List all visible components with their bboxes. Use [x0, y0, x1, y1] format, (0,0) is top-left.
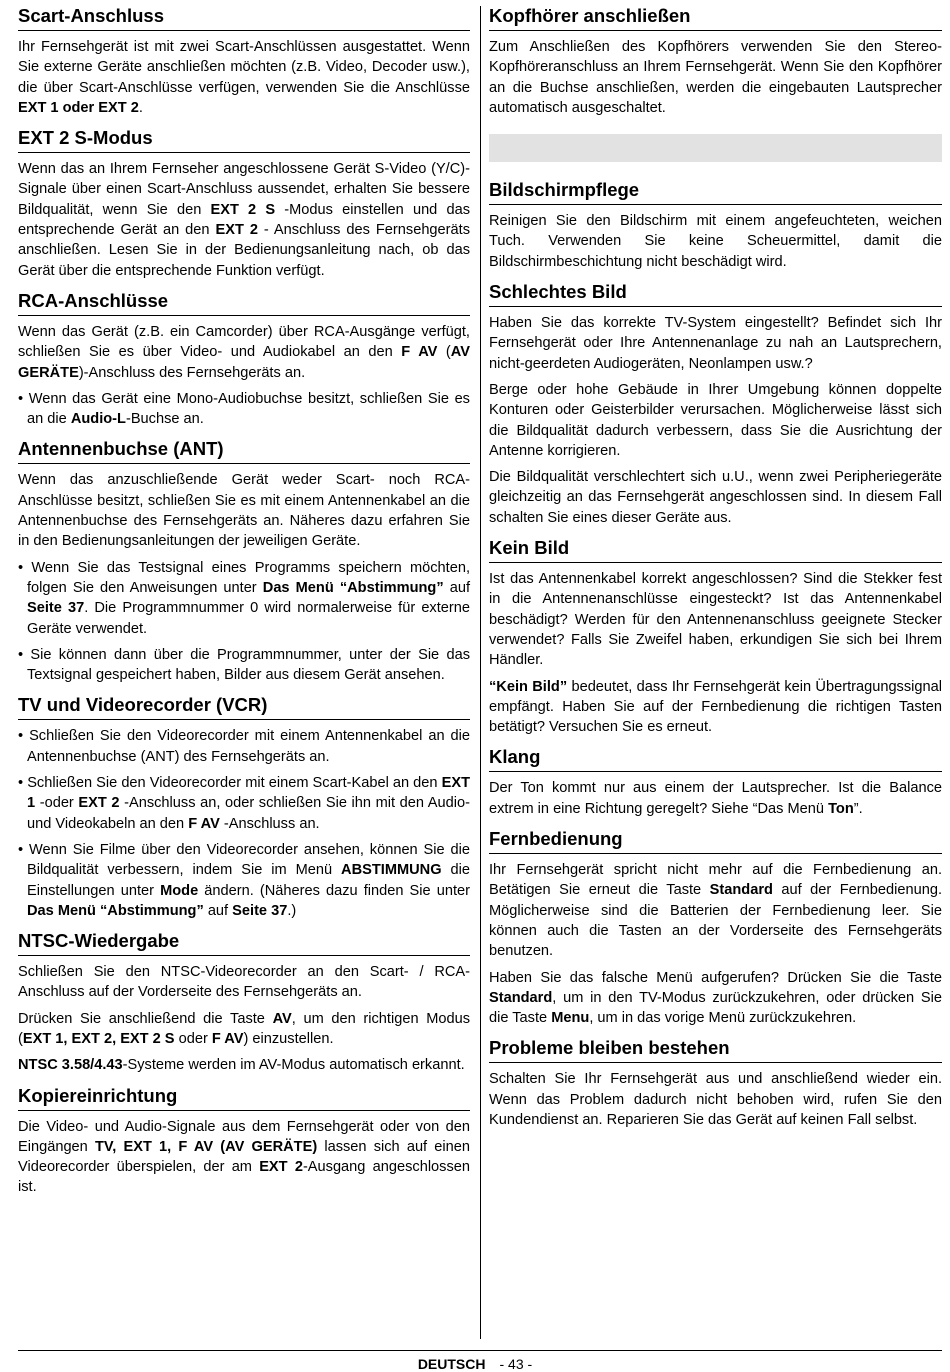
section-ntsc-wiedergabe: [18, 929, 470, 1075]
paragraph: Berge oder hohe Gebäude in Ihrer Umgebung können doppelte Konturen oder Geisterbilder verursachen. Möglicherweise lässt sich die Bildqualität dadurch verbessern, dass Sie die Ausrichtung der Antenne korrigieren.: [489, 381, 942, 459]
paragraph: Die Video- und Audio-Signale aus dem Fernsehgerät oder von den Eingängen TV, EXT 1, F AV (AV GERÄTE) lassen sich auf einen Videorecorder überspielen, der am EXT 2-Ausgang angeschlossen ist.: [18, 1118, 470, 1196]
section-heading: Kopfhörer anschließen: [489, 4, 942, 31]
section-rca-anschluesse: [18, 289, 470, 429]
section-heading: Klang: [489, 745, 942, 772]
section-heading: Probleme bleiben bestehen: [489, 1036, 942, 1063]
section-kopfhoerer-anschliessen: [489, 4, 942, 118]
section-scart-anschluss: [18, 4, 470, 118]
section-heading: Kein Bild: [489, 536, 942, 563]
paragraph: Schließen Sie den NTSC-Videorecorder an den Scart- / RCA-Anschluss auf der Vorderseite des Fernsehgeräts an.: [18, 964, 470, 1001]
left-column: [18, 4, 470, 1206]
section-heading: RCA-Anschlüsse: [18, 289, 470, 316]
right-column-top: [489, 4, 942, 118]
section-heading: Antennenbuchse (ANT): [18, 437, 470, 464]
section-heading: NTSC-Wiedergabe: [18, 929, 470, 956]
bullet-item: • Wenn das Gerät eine Mono-Audiobuchse besitzt, schließen Sie es an die Audio-L-Buchse an.: [18, 389, 470, 430]
section-kein-bild: [489, 536, 942, 737]
paragraph: Ihr Fernsehgerät spricht nicht mehr auf die Fernbedienung an. Betätigen Sie erneut die Taste Standard auf der Fernbedienung. Möglicherweise sind die Batterien der Fernbedienung leer. Sie können auch die Tasten an der Vorderseite des Fernsehgeräts benutzen.: [489, 862, 942, 960]
section-heading: EXT 2 S-Modus: [18, 126, 470, 153]
footer-page-number: - 43 -: [499, 1356, 533, 1372]
section-heading: Bildschirmpflege: [489, 178, 942, 205]
section-ext-2-s-modus: [18, 126, 470, 281]
section-tv-und-videorecorder-vcr: [18, 693, 470, 921]
paragraph: Der Ton kommt nur aus einem der Lautsprecher. Ist die Balance extrem in eine Richtung geregelt? Siehe “Das Menü Ton”.: [489, 780, 942, 817]
grey-banner: [489, 134, 942, 162]
paragraph: Drücken Sie anschließend die Taste AV, um den richtigen Modus (EXT 1, EXT 2, EXT 2 S oder F AV) einzustellen.: [18, 1010, 471, 1047]
paragraph: Haben Sie das falsche Menü aufgerufen? Drücken Sie die Taste Standard, um in den TV-Modus zurückzukehren, oder drücken Sie die Taste Menu, um in das vorige Menü zurückzukehren.: [489, 969, 942, 1027]
section-fernbedienung: [489, 827, 942, 1028]
paragraph: Wenn das Gerät (z.B. ein Camcorder) über RCA-Ausgänge verfügt, schließen Sie es über Video- und Audiokabel an den F AV (AV GERÄTE)-Anschluss des Fernsehgeräts an.: [18, 323, 470, 381]
section-kopiereinrichtung: [18, 1084, 470, 1198]
section-schlechtes-bild: [489, 280, 942, 528]
section-heading: TV und Videorecorder (VCR): [18, 693, 470, 720]
paragraph: Zum Anschließen des Kopfhörers verwenden Sie den Stereo-Kopfhöreranschluss an Ihrem Fernsehgerät. Wenn Sie den Kopfhörer an die Buchse anschließen, werden die eingebauten Lautsprecher automatisch ausgeschaltet.: [489, 39, 942, 116]
paragraph: Wenn das anzuschließende Gerät weder Scart- noch RCA-Anschlüsse besitzt, schließen Sie es mit einem Antennenkabel an die Antennenbuchse des Fernsehgeräts an. Näheres dazu erfahren Sie in den Bedienungsanleitungen der jeweiligen Geräte.: [18, 472, 470, 550]
paragraph: “Kein Bild” bedeutet, dass Ihr Fernsehgerät kein Übertragungssignal empfängt. Haben Sie auf der Fernbedienung die richtigen Tasten betätigt? Versuchen Sie es erneut.: [489, 678, 942, 736]
bullet-item: • Schließen Sie den Videorecorder mit einem Antennenkabel an die Antennenbuchse (ANT) des Fernsehgeräts an.: [18, 726, 470, 767]
bullet-item: • Wenn Sie Filme über den Videorecorder ansehen, können Sie die Bildqualität verbessern, indem Sie im Menü ABSTIMMUNG die Einstellungen unter Mode ändern. (Näheres dazu finden Sie unter Das Menü “Abstimmung” auf Seite 37.): [18, 840, 470, 921]
paragraph: NTSC 3.58/4.43-Systeme werden im AV-Modus automatisch erkannt.: [18, 1057, 465, 1074]
section-heading: Schlechtes Bild: [489, 280, 942, 307]
paragraph: Ist das Antennenkabel korrekt angeschlossen? Sind die Stekker fest in die Antennenanschlüsse eingesteckt? Ist das Antennenkabel beschädigt? Werden für den Antennenanschluss geeignete Stecker verwendet? Falls Sie Zweifel haben, erkundigen Sie sich bei Ihrem Händler.: [489, 571, 942, 669]
right-column-bottom: [489, 178, 942, 1130]
paragraph: Schalten Sie Ihr Fernsehgerät aus und anschließend wieder ein. Wenn das Problem dadurch nicht behoben wird, rufen Sie den Kundendienst an. Reparieren Sie das Gerät auf keinen Fall selbst.: [489, 1071, 942, 1128]
section-bildschirmpflege: [489, 178, 942, 272]
section-heading: Kopiereinrichtung: [18, 1084, 470, 1111]
bullet-item: • Schließen Sie den Videorecorder mit einem Scart-Kabel an den EXT 1 -oder EXT 2 -Anschluss an, oder schließen Sie ihn mit den Audio- und Videokabeln an den F AV -Anschluss an.: [18, 773, 470, 834]
section-heading: Scart-Anschluss: [18, 4, 470, 31]
bullet-item: • Wenn Sie das Testsignal eines Programms speichern möchten, folgen Sie den Anweisungen unter Das Menü “Abstimmung” auf Seite 37. Die Programmnummer 0 wird normalerweise für externe Geräte verwendet.: [18, 558, 470, 639]
section-probleme-bleiben-bestehen: [489, 1036, 942, 1130]
paragraph: Haben Sie das korrekte TV-System eingestellt? Befindet sich Ihr Fernsehgerät oder Ihre Antennenanlage zu nah an Lautsprechern, nicht-geerdeten Audiogeräten, Neonlampen usw.?: [489, 315, 942, 372]
bullet-item: • Sie können dann über die Programmnummer, unter der Sie das Textsignal gespeichert haben, Bilder aus diesem Gerät ansehen.: [18, 645, 470, 686]
footer-rule: [18, 1350, 942, 1351]
column-divider: [480, 6, 481, 1339]
section-heading: Fernbedienung: [489, 827, 942, 854]
footer-language: DEUTSCH: [417, 1356, 486, 1372]
right-column: [489, 4, 942, 1138]
section-klang: [489, 745, 942, 819]
paragraph: Reinigen Sie den Bildschirm mit einem angefeuchteten, weichen Tuch. Verwenden Sie keine Scheuermittel, damit die Bildschirmbeschichtung nicht beschädigt wird.: [489, 213, 942, 270]
paragraph: Ihr Fernsehgerät ist mit zwei Scart-Anschlüssen ausgestattet. Wenn Sie externe Geräte anschließen möchten (z.B. Video, Decoder usw.), die über Scart-Anschlüsse verfügen, verwenden Sie die Anschlüsse EXT 1 oder EXT 2.: [18, 39, 470, 116]
section-antennenbuchse-ant: [18, 437, 470, 685]
paragraph: Die Bildqualität verschlechtert sich u.U., wenn zwei Peripheriegeräte gleichzeitig an das Fernsehgerät angeschlossen sind. In diesem Fall schalten Sie eines dieser Geräte aus.: [489, 469, 942, 526]
paragraph: Wenn das an Ihrem Fernseher angeschlossene Gerät S-Video (Y/C)-Signale über einen Scart-Anschluss aussendet, erhalten Sie bessere Bildqualität, wenn Sie den EXT 2 S -Modus einstellen und das entsprechende Gerät an den EXT 2 - Anschluss des Fernsehgeräts anschließen. Lesen Sie in der Bedienungsanleitung nach, ob das Gerät über die entsprechende Funktion verfügt.: [18, 161, 471, 279]
